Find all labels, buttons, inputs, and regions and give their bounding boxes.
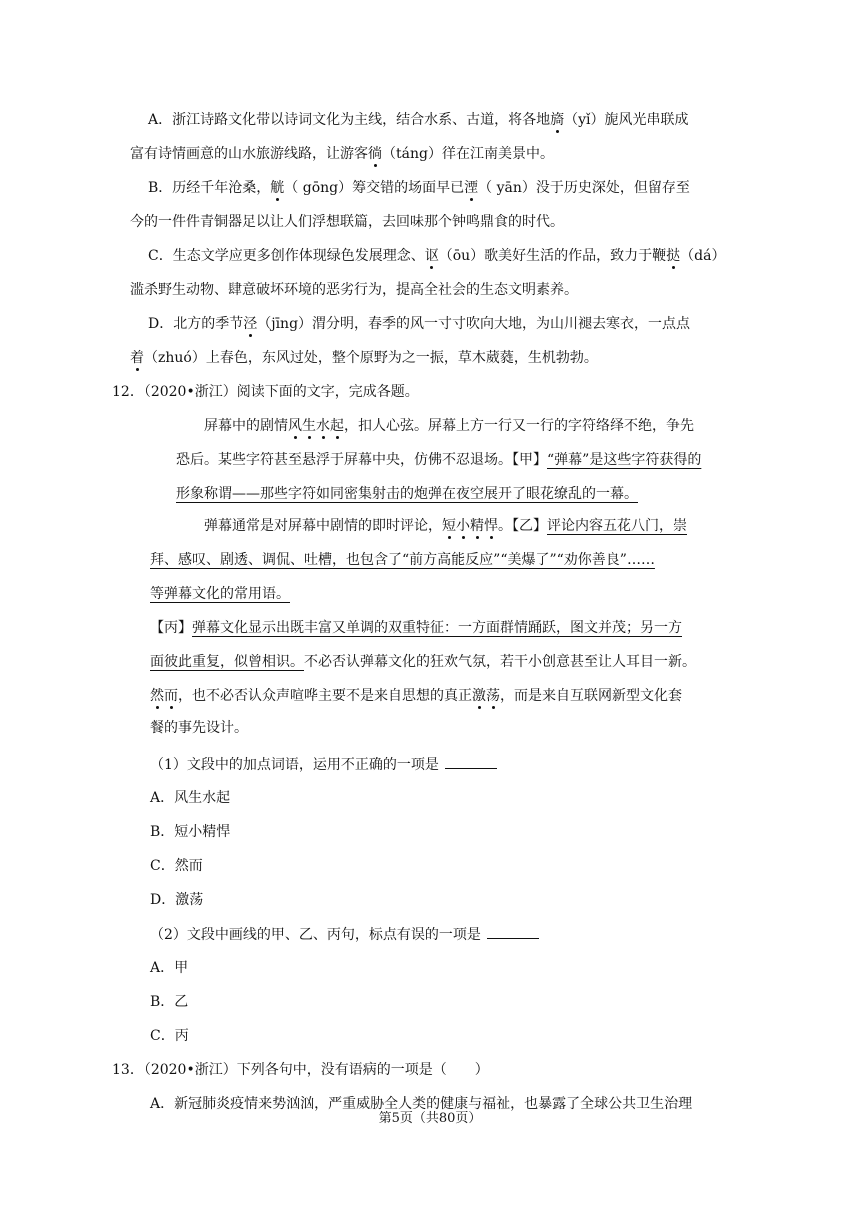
dotted-char: 讴	[424, 248, 439, 264]
passage-line-5	[150, 550, 655, 570]
sq1-option-a: A．风生水起	[150, 790, 231, 806]
dotted-char: 激	[472, 688, 486, 704]
q13-option-a: A．新冠肺炎疫情来势汹汹，严重威胁全人类的健康与福祉，也暴露了全球公共卫生治理	[150, 1096, 693, 1112]
underlined-sentence-yi-cont: 拜、感叹、剧透、调侃、吐槽，也包含了“前方高能反应”“美爆了”“劝你善良”……	[150, 552, 655, 568]
answer-blank[interactable]	[487, 924, 539, 939]
passage-line-4: 弹幕通常是对屏幕中剧情的即时评论，短小精悍。【乙】评论内容五花八门，崇	[204, 518, 687, 534]
passage-line-9: 然而，也不必否认众声喧哗主要不是来自思想的真正激荡，而是来自互联网新型文化套	[150, 688, 682, 704]
underlined-sentence-yi-end: 等弹幕文化的常用语。	[150, 586, 290, 602]
dotted-char: 挞	[666, 248, 681, 264]
option-c-line1: C．生态文学应更多创作体现绿色发展理念、讴（ōu）歌美好生活的作品，致力于鞭挞（dá）	[148, 248, 726, 264]
underlined-sentence-bing: 弹幕文化显示出既丰富又单调的双重特征：一方面群情踊跃，图文并茂；另一方	[192, 620, 682, 636]
dotted-char: 悍	[484, 518, 498, 534]
option-d-line1: D．北方的季节泾（jīng）渭分明，春季的风一寸寸吹向大地，为山川褪去寒衣，一点点	[148, 316, 691, 332]
dotted-char: 湮	[464, 180, 479, 196]
sq1-option-c: C．然而	[150, 858, 203, 874]
sq1-option-b: B．短小精悍	[150, 824, 231, 840]
label-bing: 【丙】	[150, 620, 192, 636]
passage-line-7	[150, 618, 682, 638]
dotted-char: 小	[456, 518, 470, 534]
sq2-option-b: B．乙	[150, 994, 189, 1010]
underlined-sentence-jia: “弹幕”是这些字符获得的	[547, 452, 702, 468]
passage-text: 不必否认弹幕文化的狂欢气氛，若干小创意甚至让人耳目一新。	[304, 654, 696, 670]
dotted-char: 风	[288, 418, 302, 434]
passage-line-1: 屏幕中的剧情风生水起，扣人心弦。屏幕上方一行又一行的字符络绎不绝，争先	[204, 418, 694, 434]
passage-line-2: 恐后。某些字符甚至悬浮于屏幕中央，仿佛不忍退场。【甲】“弹幕”是这些字符获得的	[176, 452, 702, 468]
dotted-char: 泾	[243, 316, 258, 332]
dotted-char: 生	[302, 418, 316, 434]
option-b-line2: 今的一件件青铜器足以让人们浮想联篇，去回味那个钟鸣鼎食的时代。	[130, 214, 564, 230]
dotted-char: 觥	[270, 180, 285, 196]
dotted-char: 着	[130, 350, 144, 366]
sq1-option-d: D．激荡	[150, 892, 204, 908]
sq2-option-c: C．丙	[150, 1028, 189, 1044]
option-a-line2: 富有诗情画意的山水旅游线路，让游客徜（táng）徉在江南美景中。	[130, 146, 554, 162]
question-12-title: 12．（2020•浙江）阅读下面的文字，完成各题。	[112, 384, 419, 400]
dotted-char: 旖	[550, 112, 565, 128]
sub-question-2: （2）文段中画线的甲、乙、丙句，标点有误的一项是	[150, 924, 539, 945]
passage-line-6	[150, 584, 290, 604]
option-b-line1: B．历经千年沧桑，觥（ gōng）筹交错的场面早已湮（ yān）没于历史深处，但留存至	[148, 180, 690, 196]
passage-line-10: 餐的事先设计。	[150, 720, 248, 736]
option-d-line2: 着（zhuó）上春色，东风过处，整个原野为之一振，草木葳蕤，生机勃勃。	[130, 350, 598, 366]
dotted-char: 精	[470, 518, 484, 534]
option-c-line2: 滥杀野生动物、肆意破坏环境的恶劣行为，提高全社会的生态文明素养。	[130, 282, 578, 298]
dotted-char: 荡	[486, 688, 500, 704]
underlined-sentence-bing-cont: 面彼此重复，似曾相识。	[150, 654, 304, 670]
question-13-title: 13．（2020•浙江）下列各句中，没有语病的一项是（ ）	[112, 1062, 489, 1078]
dotted-char: 水	[316, 418, 330, 434]
dotted-char: 而	[164, 688, 178, 704]
page-footer: 第5页（共80页）	[378, 1111, 482, 1126]
passage-line-8	[150, 652, 696, 672]
dotted-char: 短	[442, 518, 456, 534]
sq2-option-a: A．甲	[150, 960, 189, 976]
answer-blank[interactable]	[445, 754, 497, 769]
dotted-char: 起	[330, 418, 344, 434]
passage-line-3	[176, 484, 638, 504]
dotted-char: 徜	[368, 146, 382, 162]
underlined-sentence-jia-cont: 形象称谓——那些字符如同密集射击的炮弹在夜空展开了眼花缭乱的一幕。	[176, 486, 638, 502]
dotted-char: 然	[150, 688, 164, 704]
option-a-line1: A．浙江诗路文化带以诗词文化为主线，结合水系、古道，将各地旖（yǐ）旎风光串联成	[148, 112, 689, 128]
sub-question-1: （1）文段中的加点词语，运用不正确的一项是	[150, 754, 497, 775]
underlined-sentence-yi: 评论内容五花八门，崇	[547, 518, 687, 534]
